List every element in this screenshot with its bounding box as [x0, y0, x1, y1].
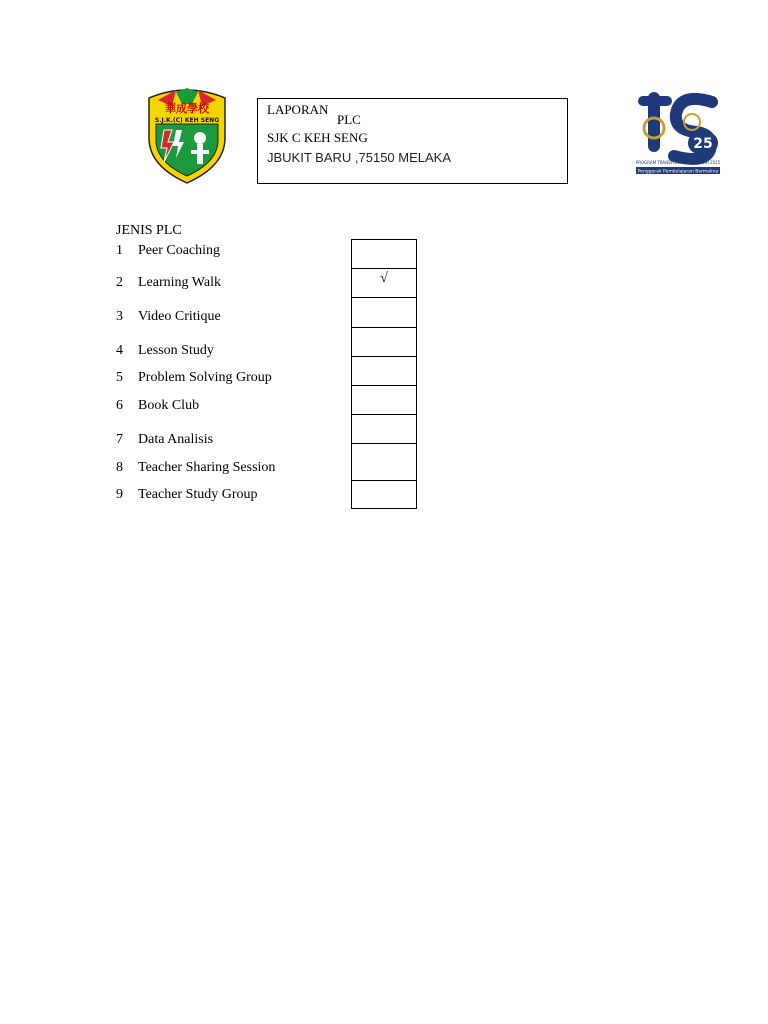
report-title-suffix: PLC [337, 112, 361, 127]
row-number: 6 [116, 398, 123, 413]
plc-type-label: Learning Walk [138, 275, 221, 290]
row-number: 8 [116, 460, 123, 475]
row-number: 9 [116, 487, 123, 502]
row-number: 7 [116, 432, 123, 447]
checkbox-cell[interactable] [351, 297, 417, 328]
checkbox-cell[interactable] [351, 239, 417, 269]
svg-text:Penggerak Pembelajaran Bermakn: Penggerak Pembelajaran Bermakna [637, 169, 719, 175]
svg-text:S.J.K.(C) KEH SENG: S.J.K.(C) KEH SENG [154, 117, 220, 124]
plc-type-label: Lesson Study [138, 343, 214, 358]
row-number: 4 [116, 343, 123, 358]
svg-text:PROGRAM TRANSFORMASI SEKOLAH 2: PROGRAM TRANSFORMASI SEKOLAH 2025 [635, 160, 721, 165]
checkbox-cell[interactable] [351, 327, 417, 357]
section-title: JENIS PLC [116, 223, 182, 238]
checkbox-cell[interactable] [351, 414, 417, 444]
checkbox-cell[interactable] [351, 356, 417, 386]
checkbox-cell[interactable]: √ [351, 268, 417, 298]
checkbox-cell[interactable] [351, 385, 417, 415]
row-number: 5 [116, 370, 123, 385]
svg-text:華成學校: 華成學校 [165, 102, 209, 115]
row-number: 3 [116, 309, 123, 324]
ts25-logo-icon [634, 88, 722, 176]
svg-text:25: 25 [693, 136, 713, 152]
report-header-box [257, 98, 568, 184]
plc-type-label: Peer Coaching [138, 243, 221, 258]
school-address: JBUKIT BARU ,75150 MELAKA [267, 150, 452, 165]
school-crest-icon [146, 86, 228, 184]
report-title-word: LAPORAN [267, 102, 329, 117]
plc-type-label: Book Club [138, 398, 200, 413]
plc-type-label: Teacher Study Group [138, 487, 258, 502]
checkbox-cell[interactable] [351, 480, 417, 509]
plc-type-label: Video Critique [138, 309, 221, 324]
plc-type-label: Teacher Sharing Session [138, 460, 276, 475]
plc-type-label: Data Analisis [138, 432, 214, 447]
school-name: SJK C KEH SENG [267, 130, 368, 145]
checkbox-cell[interactable] [351, 443, 417, 481]
row-number: 2 [116, 275, 123, 290]
plc-type-label: Problem Solving Group [138, 370, 272, 385]
row-number: 1 [116, 243, 123, 258]
